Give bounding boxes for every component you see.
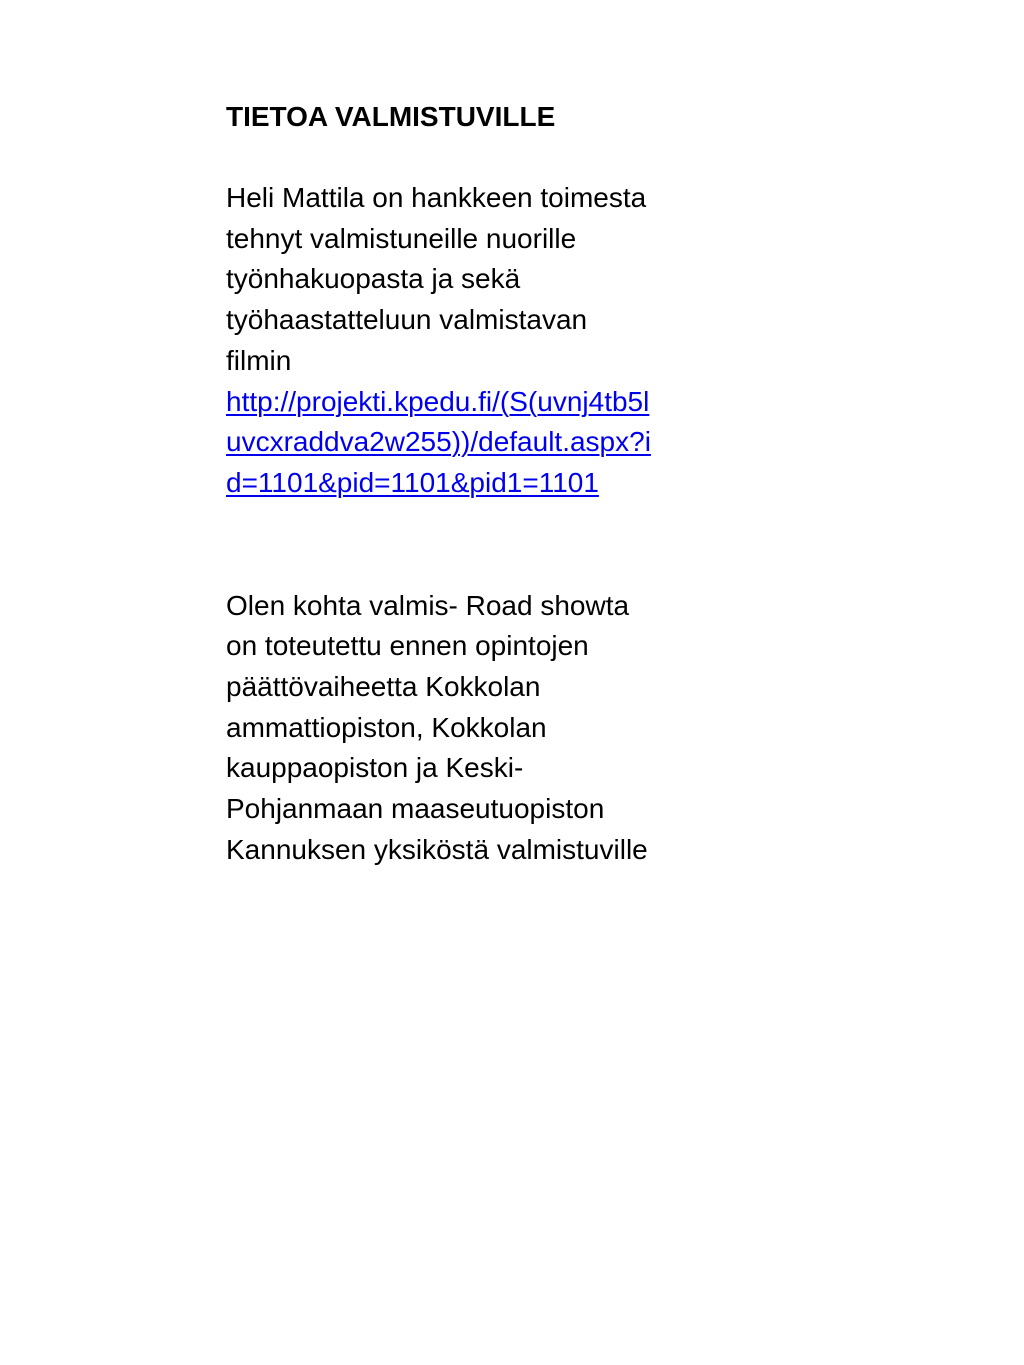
paragraph-line: päättövaiheetta Kokkolan [226,671,541,703]
link-line[interactable]: http://projekti.kpedu.fi/(S(uvnj4tb5l [226,385,650,417]
intro-line: Heli Mattila on hankkeen toimesta [226,182,647,213]
document-title: TIETOA VALMISTUVILLE [226,101,556,132]
paragraph-line: Pohjanmaan maaseutuopiston [226,793,605,825]
paragraph-line: Olen kohta valmis- Road showta [226,589,630,621]
paragraph-line: Kannuksen yksiköstä valmistuville [226,833,648,865]
intro-paragraph [226,178,756,504]
roadshow-paragraph [226,586,756,871]
paragraph-line: kauppaopiston ja Keski- [226,752,524,784]
intro-line: työhaastatteluun valmistavan [226,304,588,336]
project-link[interactable] [226,382,756,504]
paragraph-line: ammattiopiston, Kokkolan [226,711,547,743]
link-line[interactable]: uvcxraddva2w255))/default.aspx?i [226,426,651,458]
paragraph-line: on toteutettu ennen opintojen [226,630,589,662]
intro-line: filmin [226,344,292,376]
link-line[interactable]: d=1101&pid=1101&pid1=1101 [226,466,599,498]
document-page [226,96,756,871]
intro-line: tehnyt valmistuneille nuorille [226,222,577,254]
intro-line: työnhakuopasta ja sekä [226,263,521,295]
